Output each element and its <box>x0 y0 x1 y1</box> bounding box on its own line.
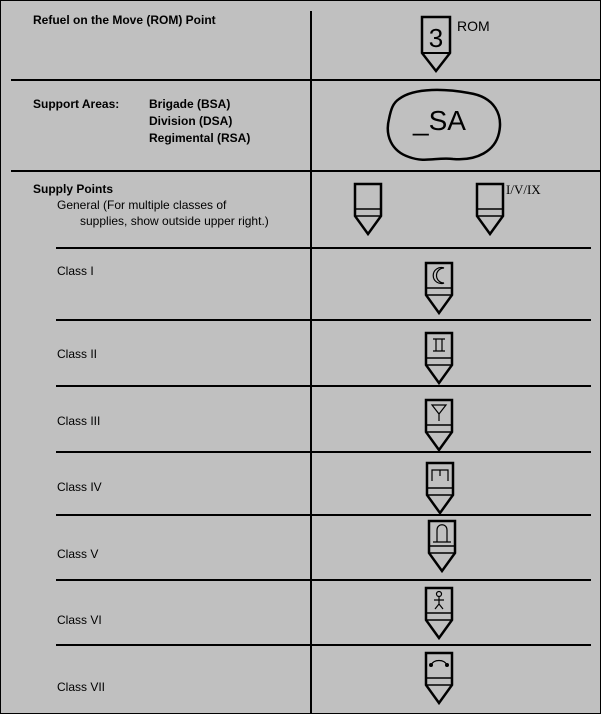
rom-title: Refuel on the Move (ROM) Point <box>33 13 216 27</box>
support-areas-label: Support Areas: <box>33 97 120 111</box>
row-divider <box>56 385 591 387</box>
row-divider <box>56 247 591 249</box>
multi-class-label: I/V/IX <box>506 182 541 197</box>
class-label: Class III <box>57 414 101 428</box>
row-divider <box>11 170 600 172</box>
supply-points-general-line1: General (For multiple classes of <box>57 198 227 212</box>
class-label: Class II <box>57 347 98 361</box>
class-5-symbol <box>427 519 457 573</box>
row-divider <box>56 514 591 516</box>
supply-point-icon <box>475 182 505 236</box>
rom-number: 3 <box>428 23 444 53</box>
fuel-funnel-icon <box>424 398 454 452</box>
class-6-symbol <box>424 586 454 640</box>
major-end-item-icon <box>424 651 454 705</box>
class-label: Class I <box>57 264 94 278</box>
rom-symbol <box>420 15 452 75</box>
class-label: Class VI <box>57 613 102 627</box>
supply-point-general-symbol <box>353 182 383 236</box>
class-2-symbol <box>424 331 454 385</box>
support-area-brigade: Brigade (BSA) <box>149 97 231 111</box>
class-label: Class IV <box>57 480 102 494</box>
support-area-symbol-text: _SA <box>413 105 466 136</box>
class-1-symbol <box>424 261 454 315</box>
column-divider <box>310 11 312 713</box>
support-area-division: Division (DSA) <box>149 114 233 128</box>
class-label: Class VII <box>57 680 106 694</box>
supply-point-multi-symbol <box>475 182 505 236</box>
crescent-icon <box>424 261 454 315</box>
ammunition-icon <box>427 519 457 573</box>
class-7-symbol <box>424 651 454 705</box>
roman-two-icon <box>424 331 454 385</box>
class-4-symbol <box>425 461 455 515</box>
row-divider <box>56 319 591 321</box>
support-area-regimental: Regimental (RSA) <box>149 131 251 145</box>
row-divider <box>11 79 600 81</box>
supply-point-icon <box>353 182 383 236</box>
row-divider <box>56 451 591 453</box>
barrier-icon <box>425 461 455 515</box>
class-3-symbol <box>424 398 454 452</box>
person-icon <box>424 586 454 640</box>
supply-points-general-line2: supplies, show outside upper right.) <box>80 214 269 228</box>
row-divider <box>56 579 591 581</box>
class-label: Class V <box>57 547 99 561</box>
rom-label: ROM <box>457 18 490 34</box>
row-divider <box>56 644 591 646</box>
rom-point-icon <box>420 15 452 75</box>
supply-points-title: Supply Points <box>33 182 114 196</box>
